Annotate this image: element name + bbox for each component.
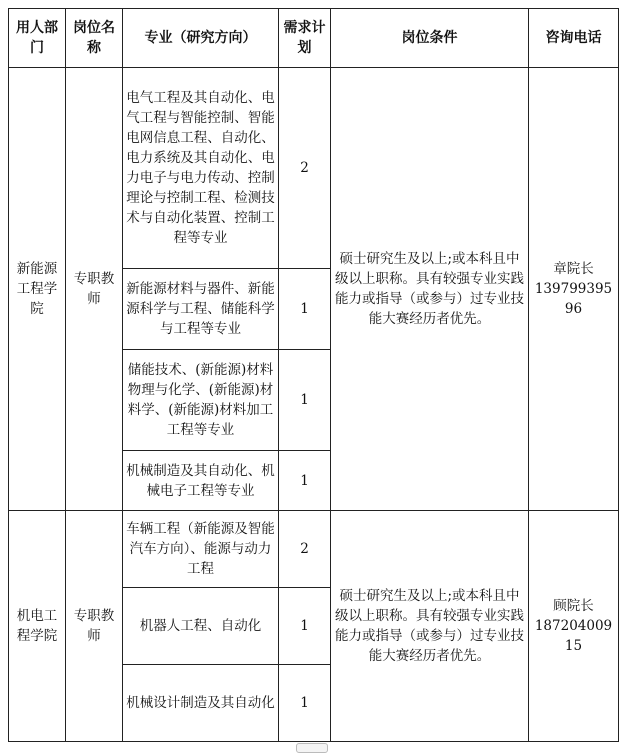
plan-cell: 1 <box>279 350 331 451</box>
contact-phone: 13979939596 <box>534 281 613 317</box>
major-cell: 新能源材料与器件、新能源科学与工程、储能科学与工程等专业 <box>123 269 279 350</box>
dept-cell: 机电工程学院 <box>9 511 66 742</box>
table-row <box>9 511 619 588</box>
header-position: 岗位名称 <box>66 9 123 68</box>
header-dept: 用人部门 <box>9 9 66 68</box>
recruitment-table <box>8 8 619 742</box>
plan-cell: 1 <box>279 588 331 665</box>
contact-phone: 18720400915 <box>534 618 613 654</box>
contact-cell <box>529 511 619 742</box>
requirements-cell: 硕士研究生及以上;或本科且中级以上职称。具有较强专业实践能力或指导（或参与）过专业技能大赛经历者优先。 <box>331 68 529 511</box>
page-scroll-handle[interactable] <box>296 743 328 753</box>
plan-cell: 2 <box>279 68 331 269</box>
header-major: 专业（研究方向） <box>123 9 279 68</box>
position-cell: 专职教师 <box>66 68 123 511</box>
major-cell: 机械设计制造及其自动化 <box>123 665 279 742</box>
major-cell: 机械制造及其自动化、机械电子工程等专业 <box>123 451 279 511</box>
plan-cell: 1 <box>279 451 331 511</box>
table-header-row <box>9 9 619 68</box>
plan-cell: 2 <box>279 511 331 588</box>
major-cell: 车辆工程（新能源及智能汽车方向）、能源与动力工程 <box>123 511 279 588</box>
major-cell: 储能技术、(新能源)材料物理与化学、(新能源)材料学、(新能源)材料加工工程等专业 <box>123 350 279 451</box>
contact-name: 顾院长 <box>553 598 594 614</box>
requirements-cell: 硕士研究生及以上;或本科且中级以上职称。具有较强专业实践能力或指导（或参与）过专业技能大赛经历者优先。 <box>331 511 529 742</box>
header-contact: 咨询电话 <box>529 9 619 68</box>
contact-cell <box>529 68 619 511</box>
major-cell: 电气工程及其自动化、电气工程与智能控制、智能电网信息工程、自动化、电力系统及其自动化、电力电子与电力传动、控制理论与控制工程、检测技术与自动化装置、控制工程等专业 <box>123 68 279 269</box>
major-cell: 机器人工程、自动化 <box>123 588 279 665</box>
header-requirements: 岗位条件 <box>331 9 529 68</box>
table-row <box>9 68 619 269</box>
position-cell: 专职教师 <box>66 511 123 742</box>
header-plan: 需求计划 <box>279 9 331 68</box>
contact-name: 章院长 <box>553 261 594 277</box>
plan-cell: 1 <box>279 665 331 742</box>
plan-cell: 1 <box>279 269 331 350</box>
dept-cell: 新能源工程学院 <box>9 68 66 511</box>
